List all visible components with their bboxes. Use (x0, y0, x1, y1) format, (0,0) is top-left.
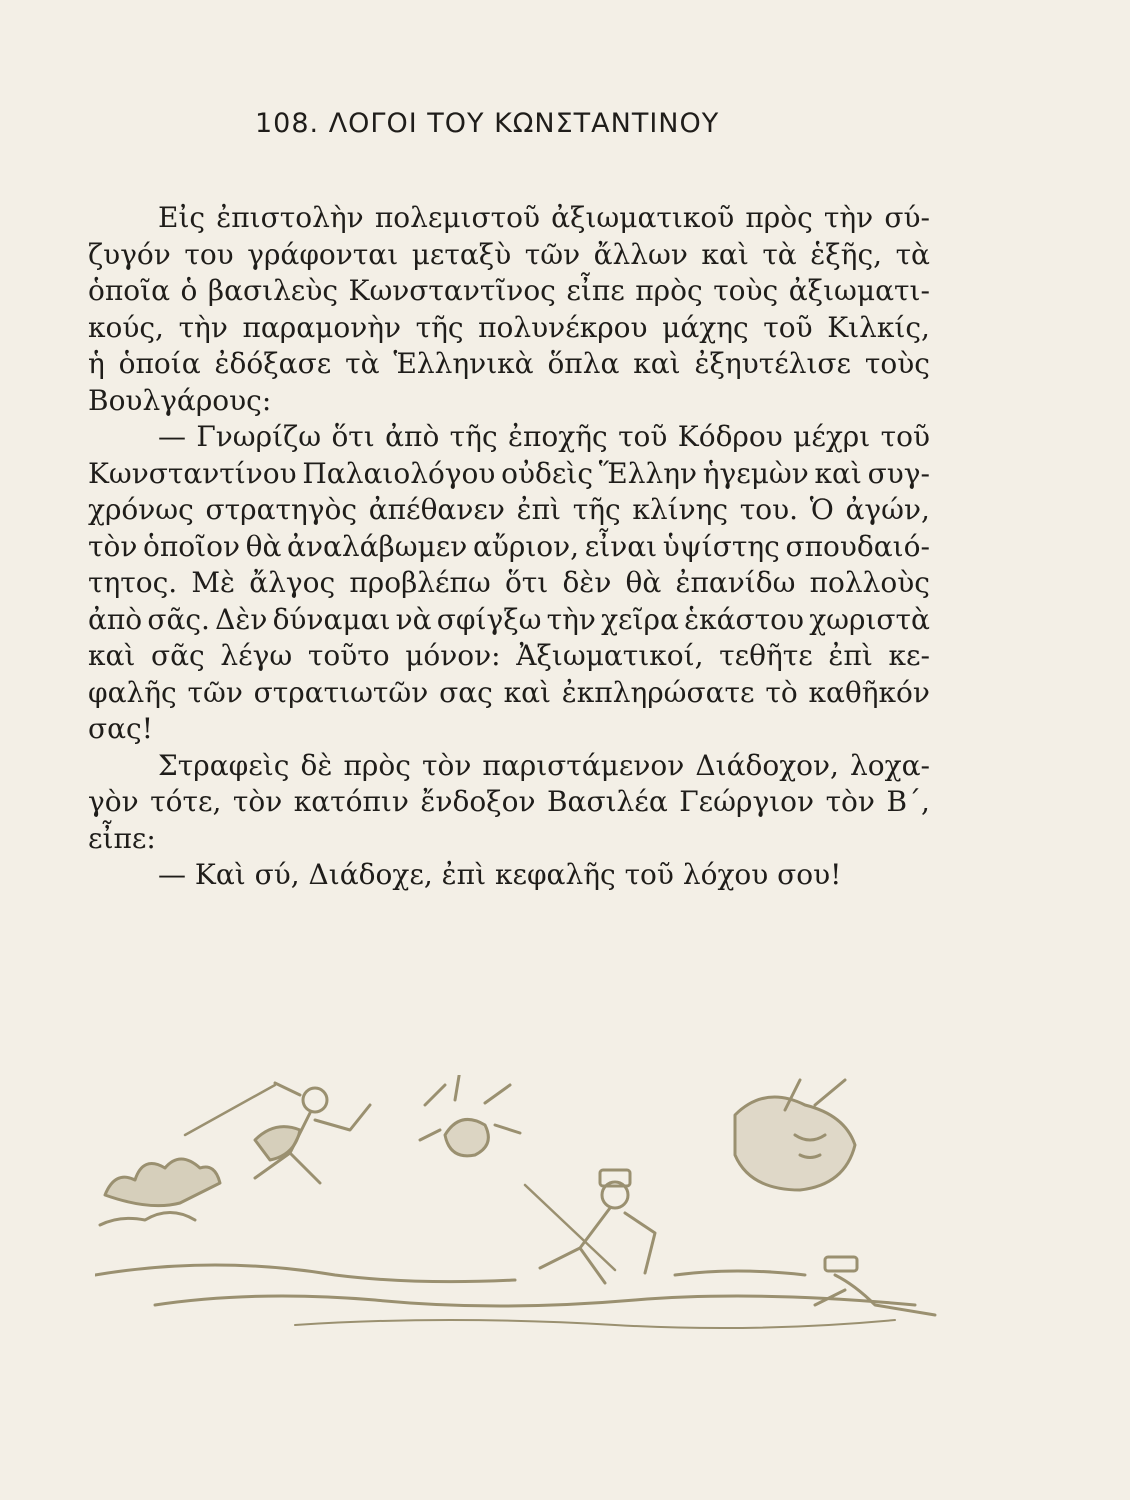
text-line: γὸν τότε, τὸν κατόπιν ἔνδοξον Βασιλέα Γεώργιον τὸν Β΄, (88, 785, 930, 818)
text-line: τὸν ὁποῖον θὰ ἀναλάβωμεν αὔριον, εἶναι ὑψίστης σπουδαιό- (88, 529, 930, 563)
text-line: ὁποῖα ὁ βασιλεὺς Κωνσταντῖνος εἶπε πρὸς τοὺς ἀξιωματι- (88, 274, 930, 307)
text-line: Κωνσταντίνου Παλαιολόγου οὐδεὶς Ἕλλην ἡγεμὼν καὶ συγ- (88, 456, 930, 490)
text-line: φαλῆς τῶν στρατιωτῶν σας καὶ ἐκπληρώσατε τὸ καθῆκόν (88, 675, 930, 709)
text-line: καὶ σᾶς λέγω τοῦτο μόνον: Ἀξιωματικοί, τεθῆτε ἐπὶ κε- (88, 639, 930, 672)
body-text (88, 200, 930, 894)
text-line: Στραφεὶς δὲ πρὸς τὸν παριστάμενον Διάδοχον, λοχα- (158, 748, 930, 782)
text-line: σας! (88, 712, 153, 745)
text-line: Εἰς ἐπιστολὴν πολεμιστοῦ ἀξιωματικοῦ πρὸς τὴν σύ- (158, 201, 930, 234)
text-line: ζυγόν του γράφονται μεταξὺ τῶν ἄλλων καὶ τὰ ἑξῆς, τὰ (88, 237, 930, 271)
text-line: ἡ ὁποία ἐδόξασε τὰ Ἑλληνικὰ ὅπλα καὶ ἐξηυτέλισε τοὺς (88, 347, 930, 380)
text-line: Βουλγάρους: (88, 383, 272, 417)
text-line: εἶπε: (88, 821, 156, 855)
text-line: — Καὶ σύ, Διάδοχε, ἐπὶ κεφαλῆς τοῦ λόχου σου! (158, 858, 842, 891)
text-line: ἀπὸ σᾶς. Δὲν δύναμαι νὰ σφίγξω τὴν χεῖρα ἑκάστου χωριστὰ (88, 602, 930, 636)
text-line: — Γνωρίζω ὅτι ἀπὸ τῆς ἐποχῆς τοῦ Κόδρου μέχρι τοῦ (158, 420, 930, 453)
battle-sketch-illustration (95, 1075, 955, 1335)
text-line: τητος. Μὲ ἄλγος προβλέπω ὅτι δὲν θὰ ἐπανίδω πολλοὺς (88, 566, 930, 599)
text-line: χρόνως στρατηγὸς ἀπέθανεν ἐπὶ τῆς κλίνης του. Ὁ ἀγών, (88, 493, 930, 526)
chapter-title: 108. ΛΟΓΟΙ ΤΟΥ ΚΩΝΣΤΑΝΤΙΝΟΥ (255, 108, 720, 139)
text-line: κούς, τὴν παραμονὴν τῆς πολυνέκρου μάχης τοῦ Κιλκίς, (88, 310, 930, 344)
